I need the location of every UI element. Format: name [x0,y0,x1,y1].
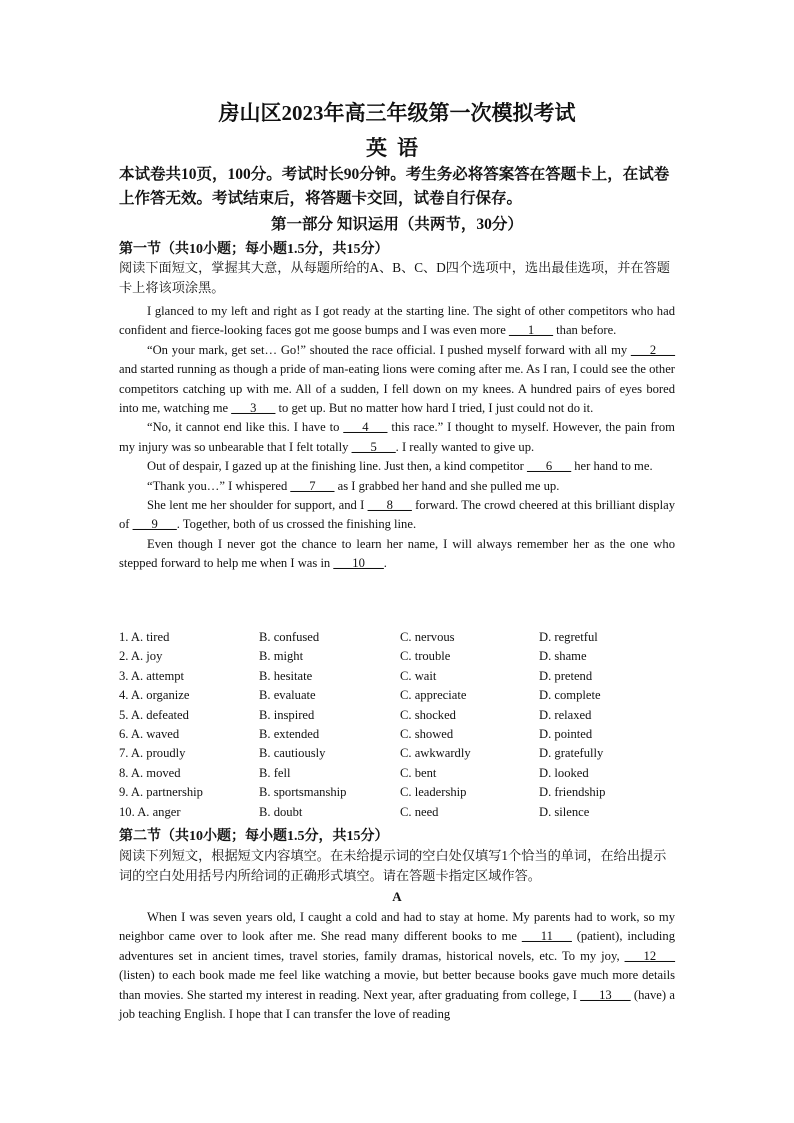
option-d: D. pointed [539,726,593,741]
answer-blank: ___7___ [290,478,335,493]
answer-blank: ___1___ [508,323,554,338]
option-b: B. extended [259,726,320,741]
option-d: D. silence [539,804,590,819]
cloze-paragraph: She lent me her shoulder for support, and I ___8___ forward. The crowd cheered at this brilliant display of ___9___. Together, both of us crossed the finishing line. [119,498,675,532]
option-a: 5. A. defeated [119,707,189,722]
option-a: 2. A. joy [119,649,163,664]
option-b: B. hesitate [259,668,313,683]
option-d: D. gratefully [539,746,604,761]
exam-title: 房山区2023年高三年级第一次模拟考试 [218,101,576,125]
option-b: B. evaluate [259,688,316,703]
option-b: B. might [259,649,304,664]
answer-blank: ___2___ [630,342,675,357]
option-a: 4. A. organize [119,688,190,703]
option-a: 3. A. attempt [119,668,185,683]
option-a: 6. A. waved [119,726,180,741]
option-c: C. trouble [400,649,451,664]
option-row [119,785,679,804]
cloze-paragraph: “Thank you…” I whispered ___7___ as I grabbed her hand and she pulled me up. [147,478,560,493]
option-d: D. regretful [539,630,598,644]
option-c: C. nervous [400,630,455,644]
option-c: C. shocked [400,707,456,722]
option-d: D. looked [539,765,589,780]
cloze-passage [119,302,675,574]
option-c: C. showed [400,726,454,741]
option-a: 1. A. tired [119,630,170,644]
answer-blank: ___10___ [333,556,384,571]
option-b: B. doubt [259,804,303,819]
option-b: B. sportsmanship [259,785,347,800]
option-row [119,649,679,668]
option-d: D. pretend [539,668,593,683]
option-d: D. friendship [539,785,606,800]
answer-blank: ___6___ [527,459,572,474]
option-d: D. shame [539,649,587,664]
option-a: 7. A. proudly [119,746,186,761]
option-a: 10. A. anger [119,804,181,819]
answer-blank: ___9___ [132,517,177,532]
fill-paragraph: When I was seven years old, I caught a cold and had to stay at home. My parents had to work, so my neighbor came over to look after me. She read many different books to me ___11___ (patient), including adventures set in ancient times, travel stories, family dramas, historical novels, etc. To my joy, ___12___ (listen) to each book made me feel like watching a movie, but better because books gave much more details than movies. She started my interest in reading. Next year, after graduating from college, I ___13___ (have) a job teaching English. I hope that I can transfer the love of reading [119,910,675,1022]
cloze-paragraph: “On your mark, get set… Go!” shouted the race official. I pushed myself forward with all my ___2___ and started running as though a pride of man-eating lions were coming after me. As I ran, I could see the other competitors catching up with me. All of a sudden, I fell down on my knees. A hundred pairs of eyes bored into me, watching me ___3___ to get up. But no matter how hard I tried, I just could not do it. [119,342,675,416]
option-b: B. fell [259,765,291,780]
answer-blank: ___5___ [351,439,396,454]
option-c: C. need [400,804,439,819]
passage-label: A [392,889,402,904]
option-row [119,766,679,785]
option-c: C. leadership [400,785,467,800]
answer-blank: ___11___ [521,929,572,944]
subject-title: 英语 [366,136,428,160]
section2-instruction: 阅读下列短文，根据短文内容填空。在未给提示词的空白处仅填写1个恰当的单词，在给出提示词的空白处用括号内所给词的正确形式填空。请在答题卡指定区域作答。 [119,848,667,883]
exam-intro: 本试卷共10页，100分。考试时长90分钟。考生务必将答案答在答题卡上，在试卷上作答无效。考试结束后，将答题卡交回，试卷自行保存。 [119,166,670,207]
option-row [119,727,679,746]
section2-title: 第二节（共10小题；每小题1.5分，共15分） [119,829,389,844]
answer-blank: ___13___ [580,987,631,1002]
option-a: 8. A. moved [119,765,181,780]
option-c: C. awkwardly [400,746,471,761]
option-b: B. cautiously [259,746,326,761]
option-row [119,688,679,707]
option-c: C. bent [400,765,437,780]
option-d: D. complete [539,688,601,703]
cloze-paragraph: I glanced to my left and right as I got ready at the starting line. The sight of other competitors who had confident and fierce-looking faces got me goose bumps and I was even more ___1___ than before. [119,304,675,338]
cloze-paragraph: Out of despair, I gazed up at the finishing line. Just then, a kind competitor ___6___ her hand to me. [147,459,653,474]
answer-blank: ___4___ [343,420,388,435]
section1-title: 第一节（共10小题；每小题1.5分，共15分） [119,242,389,257]
fill-passage [119,908,675,1024]
option-c: C. wait [400,668,437,683]
option-row [119,708,679,727]
option-a: 9. A. partnership [119,785,203,800]
option-d: D. relaxed [539,707,592,722]
option-row [119,805,679,824]
section1-instruction: 阅读下面短文，掌握其大意，从每题所给的A、B、C、D四个选项中，选出最佳选项，并在答题卡上将该项涂黑。 [119,260,670,295]
option-b: B. confused [259,630,320,644]
cloze-paragraph: Even though I never got the chance to learn her name, I will always remember her as the one who stepped forward to help me when I was in ___10___. [119,536,675,571]
part1-title: 第一部分 知识运用（共两节，30分） [271,216,523,233]
option-b: B. inspired [259,707,315,722]
answer-blank: ___3___ [231,401,276,416]
options-table [119,630,679,824]
option-row [119,746,679,765]
answer-blank: ___8___ [367,498,412,513]
option-row [119,630,679,649]
option-row [119,669,679,688]
option-c: C. appreciate [400,688,467,703]
answer-blank: ___12___ [624,948,675,963]
cloze-paragraph: “No, it cannot end like this. I have to ___4___ this race.” I thought to myself. However, the pain from my injury was so unbearable that I felt totally ___5___. I really wanted to give up. [119,420,675,454]
